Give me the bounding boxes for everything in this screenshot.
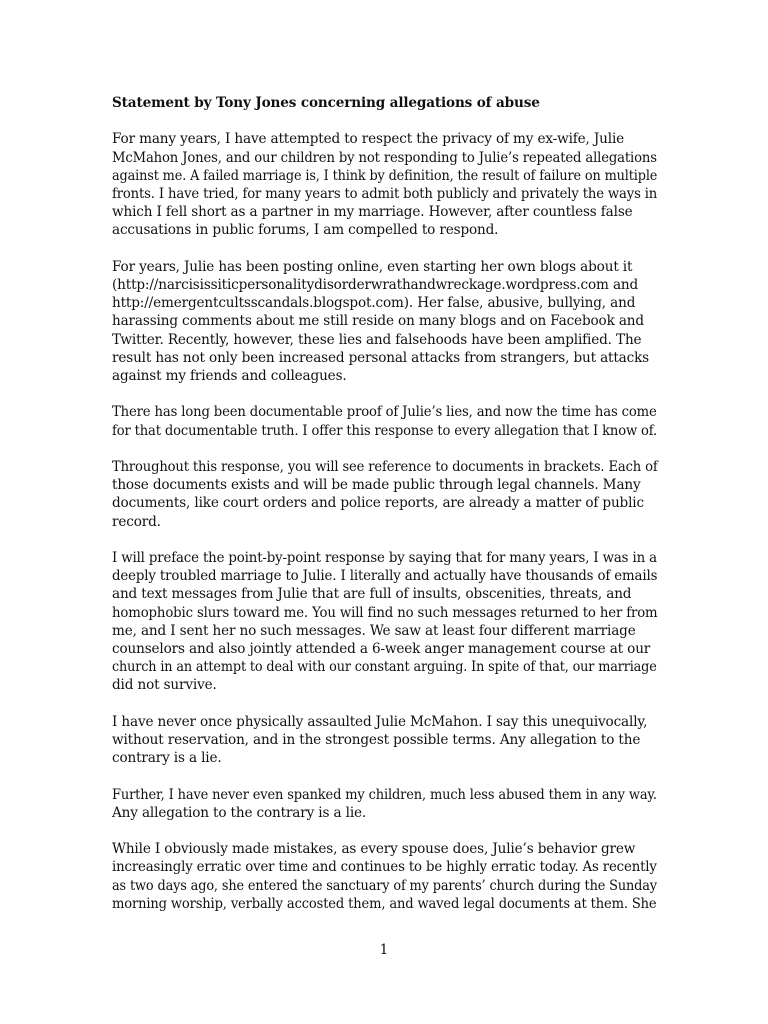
paragraph xyxy=(112,786,657,822)
paragraph xyxy=(112,130,657,239)
text-line: increasingly erratic over time and continues to be highly erratic today. As recently xyxy=(112,859,657,876)
text-line: record. xyxy=(112,513,161,530)
text-line: I will preface the point-by-point response by saying that for many years, I was in a xyxy=(112,550,657,566)
text-line: contrary is a lie. xyxy=(112,750,222,767)
text-line: result has not only been increased personal attacks from strangers, but attacks xyxy=(112,349,649,366)
text-line: McMahon Jones, and our children by not responding to Julie’s repeated allegations xyxy=(112,149,657,166)
paragraph xyxy=(112,458,657,531)
text-line: There has long been documentable proof of Julie’s lies, and now the time has come xyxy=(112,404,657,421)
text-line: accusations in public forums, I am compelled to respond. xyxy=(112,222,499,239)
text-line: church in an attempt to deal with our constant arguing. In spite of that, our marriage xyxy=(112,659,657,676)
paragraph xyxy=(112,403,657,439)
text-line: morning worship, verbally accosted them, and waved legal documents at them. She xyxy=(112,895,657,912)
text-line: for that documentable truth. I offer this response to every allegation that I know of. xyxy=(112,422,658,439)
page-number: 1 xyxy=(379,942,389,958)
text-line: which I fell short as a partner in my marriage. However, after countless false xyxy=(112,204,633,221)
text-line: Further, I have never even spanked my children, much less abused them in any way. xyxy=(112,786,657,803)
document-body xyxy=(112,94,657,931)
text-line: against me. A failed marriage is, I think by definition, the result of failure on multiple xyxy=(112,167,658,184)
text-line: those documents exists and will be made public through legal channels. Many xyxy=(112,477,641,494)
text-line: http://emergentcultsscandals.blogspot.com). Her false, abusive, bullying, and xyxy=(112,295,636,312)
text-line: homophobic slurs toward me. You will find no such messages returned to her from xyxy=(112,604,658,621)
text-line: and text messages from Julie that are full of insults, obscenities, threats, and xyxy=(112,586,632,603)
text-line: Throughout this response, you will see reference to documents in brackets. Each of xyxy=(112,459,658,475)
paragraph xyxy=(112,713,657,768)
text-line: deeply troubled marriage to Julie. I literally and actually have thousands of emails xyxy=(112,568,658,585)
text-line: Any allegation to the contrary is a lie. xyxy=(112,804,367,821)
text-line: Twitter. Recently, however, these lies and falsehoods have been amplified. The xyxy=(112,331,642,348)
text-line: did not survive. xyxy=(112,677,217,694)
text-line: counselors and also jointly attended a 6-week anger management course at our xyxy=(112,641,651,658)
text-line: against my friends and colleagues. xyxy=(112,368,347,385)
text-line: without reservation, and in the strongest possible terms. Any allegation to the xyxy=(112,732,641,749)
paragraph xyxy=(112,840,657,913)
text-line: For many years, I have attempted to respect the privacy of my ex-wife, Julie xyxy=(112,131,625,148)
text-line: me, and I sent her no such messages. We saw at least four different marriage xyxy=(112,622,636,639)
text-line: as two days ago, she entered the sanctuary of my parents’ church during the Sunday xyxy=(112,877,657,894)
text-line: harassing comments about me still reside on many blogs and on Facebook and xyxy=(112,313,644,330)
text-line: documents, like court orders and police reports, are already a matter of public xyxy=(112,495,644,512)
text-line: While I obviously made mistakes, as every spouse does, Julie’s behavior grew xyxy=(112,841,636,858)
text-line: I have never once physically assaulted Julie McMahon. I say this unequivocally, xyxy=(112,713,648,730)
text-line: (http://narcisissiticpersonalitydisorderwrathandwreckage.wordpress.com and xyxy=(112,277,639,293)
paragraph xyxy=(112,258,657,385)
document-title: Statement by Tony Jones concerning allegations of abuse xyxy=(112,95,540,111)
paragraph xyxy=(112,549,657,695)
text-line: For years, Julie has been posting online, even starting her own blogs about it xyxy=(112,258,633,275)
text-line: fronts. I have tried, for many years to admit both publicly and privately the ways in xyxy=(112,186,658,202)
